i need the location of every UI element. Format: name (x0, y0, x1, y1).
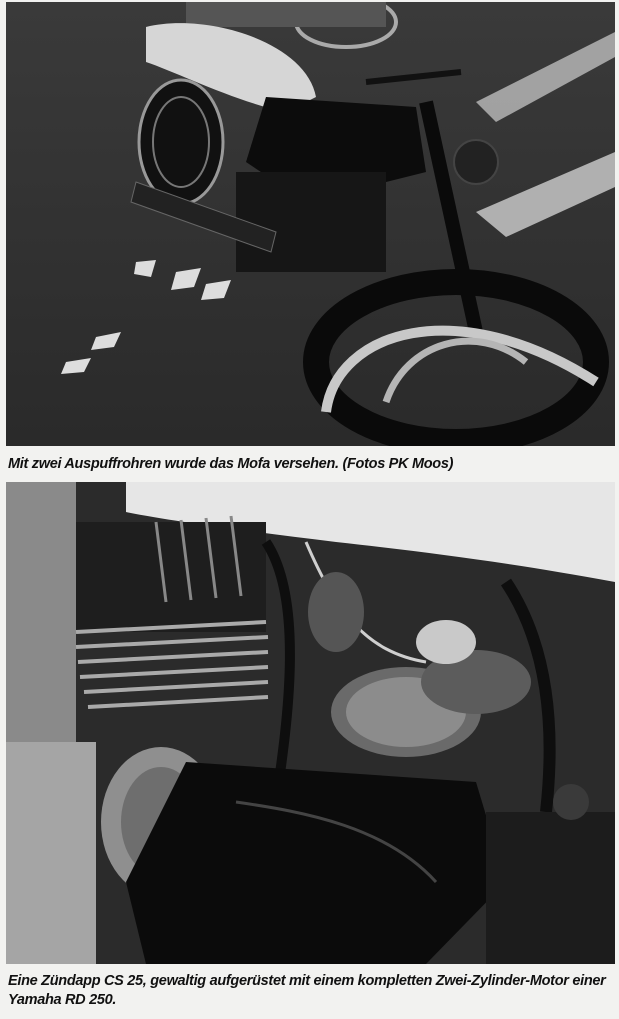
photo-caption-1: Mit zwei Auspuffrohren wurde das Mofa versehen. (Fotos PK Moos) (8, 456, 454, 472)
engine-illustration (6, 482, 615, 964)
moped-illustration (6, 2, 615, 446)
photo-engine-closeup (6, 482, 615, 964)
photo-caption-2: Eine Zündapp CS 25, gewaltig aufgerüstet mit einem kompletten Zwei-Zylinder-Motor einer Yamaha RD 250. (8, 973, 606, 1008)
photo-moped-side-view (6, 2, 615, 446)
